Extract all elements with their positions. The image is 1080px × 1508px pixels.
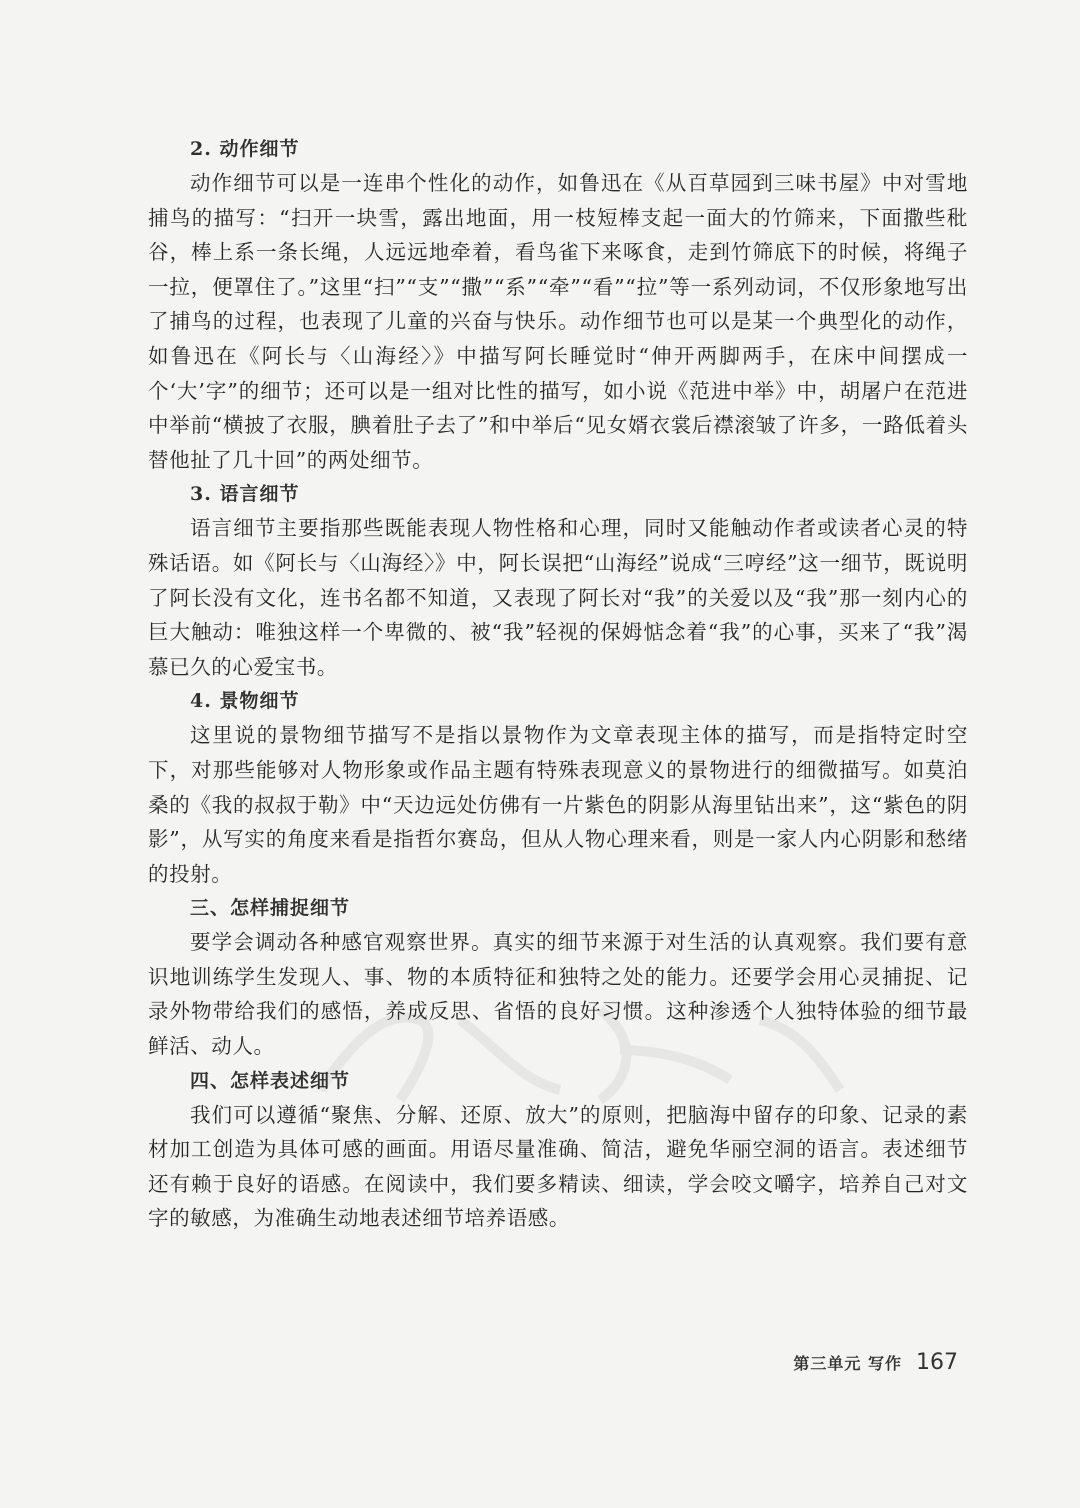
section-heading-action-details: 2. 动作细节 xyxy=(190,138,300,160)
section-heading-capture-details: 三、怎样捕捉细节 xyxy=(190,897,351,920)
page-number: 167 xyxy=(916,1350,958,1375)
section-paragraph-capture-details: 要学会调动各种感官观察世界。真实的细节来源于对生活的认真观察。我们要有意识地训练学生发现人、事、物的本质特征和独特之处的能力。还要学会用心灵捕捉、记录外物带给我们的感悟，养成反思、省悟的良好习惯。这种渗透个人独特体验的细节最鲜活、动人。 xyxy=(148,930,968,1059)
section-paragraph-scenery-details: 这里说的景物细节描写不是指以景物作为文章表现主体的描写，而是指特定时空下，对那些能够对人物形象或作品主题有特殊表现意义的景物进行的细微描写。如莫泊桑的《我的叔叔于勒》中“天边远处仿佛有一片紫色的阴影从海里钻出来”，这“紫色的阴影”，从写实的角度来看是指哲尔赛岛，但从人物心理来看，则是一家人内心阴影和愁绪的投射。 xyxy=(148,723,968,886)
unit-label: 第三单元 写作 xyxy=(793,1354,902,1373)
section-heading-scenery-details: 4. 景物细节 xyxy=(190,690,300,713)
section-paragraph-language-details: 语言细节主要指那些既能表现人物性格和心理，同时又能触动作者或读者心灵的特殊话语。如《阿长与〈山海经〉》中，阿长误把“山海经”说成“三哼经”这一细节，既说明了阿长没有文化，连书名都不知道，又表现了阿长对“我”的关爱以及“我”那一刻内心的巨大触动：唯独这样一个卑微的、被“我”轻视的保姆惦念着“我”的心事，买来了“我”渴慕已久的心爱宝书。 xyxy=(148,516,968,679)
section-paragraph-action-details: 动作细节可以是一连串个性化的动作，如鲁迅在《从百草园到三味书屋》中对雪地捕鸟的描写：“扫开一块雪，露出地面，用一枝短棒支起一面大的竹筛来，下面撒些秕谷，棒上系一条长绳，人远远地牵着，看鸟雀下来啄食，走到竹筛底下的时候，将绳子一拉，便罩住了。”这里“扫”“支”“撒”“系”“牵”“看”“拉”等一系列动词，不仅形象地写出了捕鸟的过程，也表现了儿童的兴奋与快乐。动作细节也可以是某一个典型化的动作，如鲁迅在《阿长与〈山海经〉》中描写阿长睡觉时“伸开两脚两手，在床中间摆成一个‘大’字”的细节；还可以是一组对比性的描写，如小说《范进中举》中，胡屠户在范进中举前“横披了衣服，腆着肚子去了”和中举后“见女婿衣裳后襟滚皱了许多，一路低着头替他扯了几十回”的两处细节。 xyxy=(148,171,968,472)
page-footer xyxy=(793,1350,958,1375)
main-text xyxy=(148,132,968,1236)
section-paragraph-express-details: 我们可以遵循“聚焦、分解、还原、放大”的原则，把脑海中留存的印象、记录的素材加工创造为具体可感的画面。用语尽量准确、简洁，避免华丽空洞的语言。表述细节还有赖于良好的语感。在阅读中，我们要多精读、细读，学会咬文嚼字，培养自己对文字的敏感，为准确生动地表述细节培养语感。 xyxy=(148,1102,968,1231)
section-heading-language-details: 3. 语言细节 xyxy=(190,483,300,506)
section-heading-express-details: 四、怎样表述细节 xyxy=(190,1069,351,1092)
